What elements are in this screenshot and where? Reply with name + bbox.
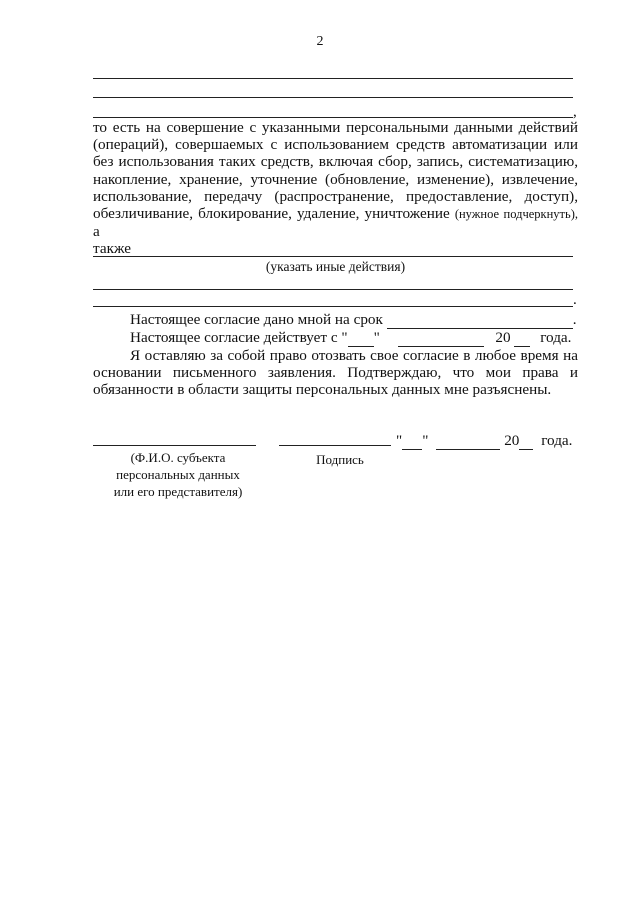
term-blank (387, 311, 573, 329)
revocation-text: Я оставляю за собой право отозвать свое согласие в любое время на основании письменного заявления. Подтверждаю, что мои права и обязанности в области защиты персональных данных мне разъяснены. (93, 347, 578, 399)
signature-date-row (396, 432, 572, 450)
sig-day-blank (402, 432, 422, 450)
sig-year-blank (519, 432, 533, 450)
sig-date-quote-open: " (396, 432, 403, 449)
blank-line-2 (93, 97, 573, 98)
valid-from-year-prefix: 20 (495, 329, 511, 346)
other-actions-line (93, 256, 573, 257)
sig-month-blank (436, 432, 500, 450)
valid-from-quote-close: " (373, 329, 380, 346)
name-caption (93, 449, 263, 500)
name-caption-line-1: (Ф.И.О. субъекта (130, 450, 226, 465)
revocation-paragraph (93, 347, 578, 399)
name-line (93, 445, 256, 446)
operations-lead: то есть на совершение с указанными персональными данными действий (операций), совершаемых с использованием средств автоматизации или без использования таких средств, включая сбор, запись, систематизацию, накопление, хранение, уточнение (обновление, изменение), извлечение, использование, передачу (распространение, предоставление, доступ), обезличивание, блокирование, удаление, уничтожение (93, 119, 578, 223)
year-blank (514, 329, 530, 347)
page-number: 2 (316, 34, 324, 49)
valid-from-row (130, 329, 571, 347)
term-row (130, 311, 576, 329)
valid-from-text: Настоящее согласие действует с " (130, 329, 348, 346)
name-caption-line-3: или его представителя) (113, 484, 243, 499)
other-actions-line-3 (93, 306, 573, 307)
operations-paragraph (93, 119, 578, 258)
operations-last-line: также (93, 240, 131, 258)
signature-caption: Подпись (316, 452, 364, 467)
line-period: . (573, 292, 577, 308)
term-text: Настоящее согласие дано мной на срок (130, 311, 383, 328)
operations-hint: (нужное подчеркнуть), (454, 207, 578, 222)
valid-from-year-suffix: года. (540, 329, 572, 346)
name-caption-line-2: персональных данных (116, 467, 240, 482)
signature-line (279, 445, 391, 446)
term-end: . (572, 311, 577, 328)
month-blank (398, 329, 484, 347)
other-actions-line-2 (93, 289, 573, 290)
line-comma: , (573, 104, 577, 120)
sig-date-quote-close: " (422, 432, 429, 449)
sig-year-suffix: года. (541, 432, 573, 449)
other-actions-caption: (указать иные действия) (265, 259, 406, 274)
sig-year-prefix: 20 (504, 432, 520, 449)
blank-line-3 (93, 117, 573, 118)
blank-line-1 (93, 78, 573, 79)
day-blank (348, 329, 374, 347)
operations-tail: а (93, 223, 100, 241)
